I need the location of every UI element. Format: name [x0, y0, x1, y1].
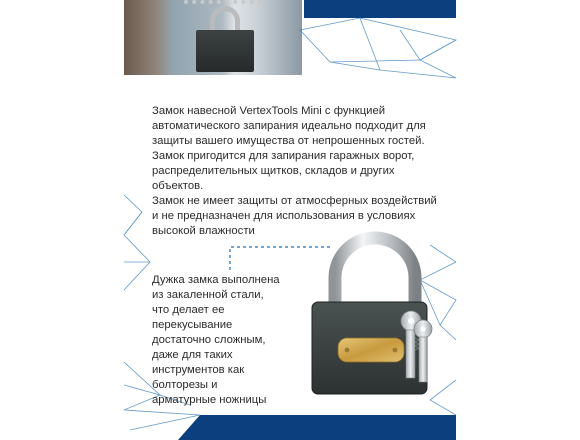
bottom-blue-band — [200, 415, 456, 440]
description-paragraph-3: Дужка замка выполнена из закаленной стали, что делает ее перекусывание достаточно сложным, даже для таких инструментов как болторезы и арматурные ножницы — [152, 274, 280, 406]
top-blue-band — [304, 0, 456, 18]
padlock-on-gate-photo — [124, 0, 302, 75]
description-paragraph-1: Замок навесной VertexTools Mini с функцией автоматического запирания идеально подходит для защиты вашего имущества от непрошенных гостей. Замок пригодится для запирания гаражных ворот, распределительных щитков, складов и других объектов. — [152, 105, 426, 192]
description-paragraph-2: Замок не имеет защиты от атмосферных воздействий и не предназначен для использования в условиях высокой влажности — [152, 195, 437, 237]
photo-rust-wall — [124, 0, 172, 75]
padlock-with-keys-image — [300, 230, 450, 400]
photo-padlock-body — [196, 30, 254, 72]
